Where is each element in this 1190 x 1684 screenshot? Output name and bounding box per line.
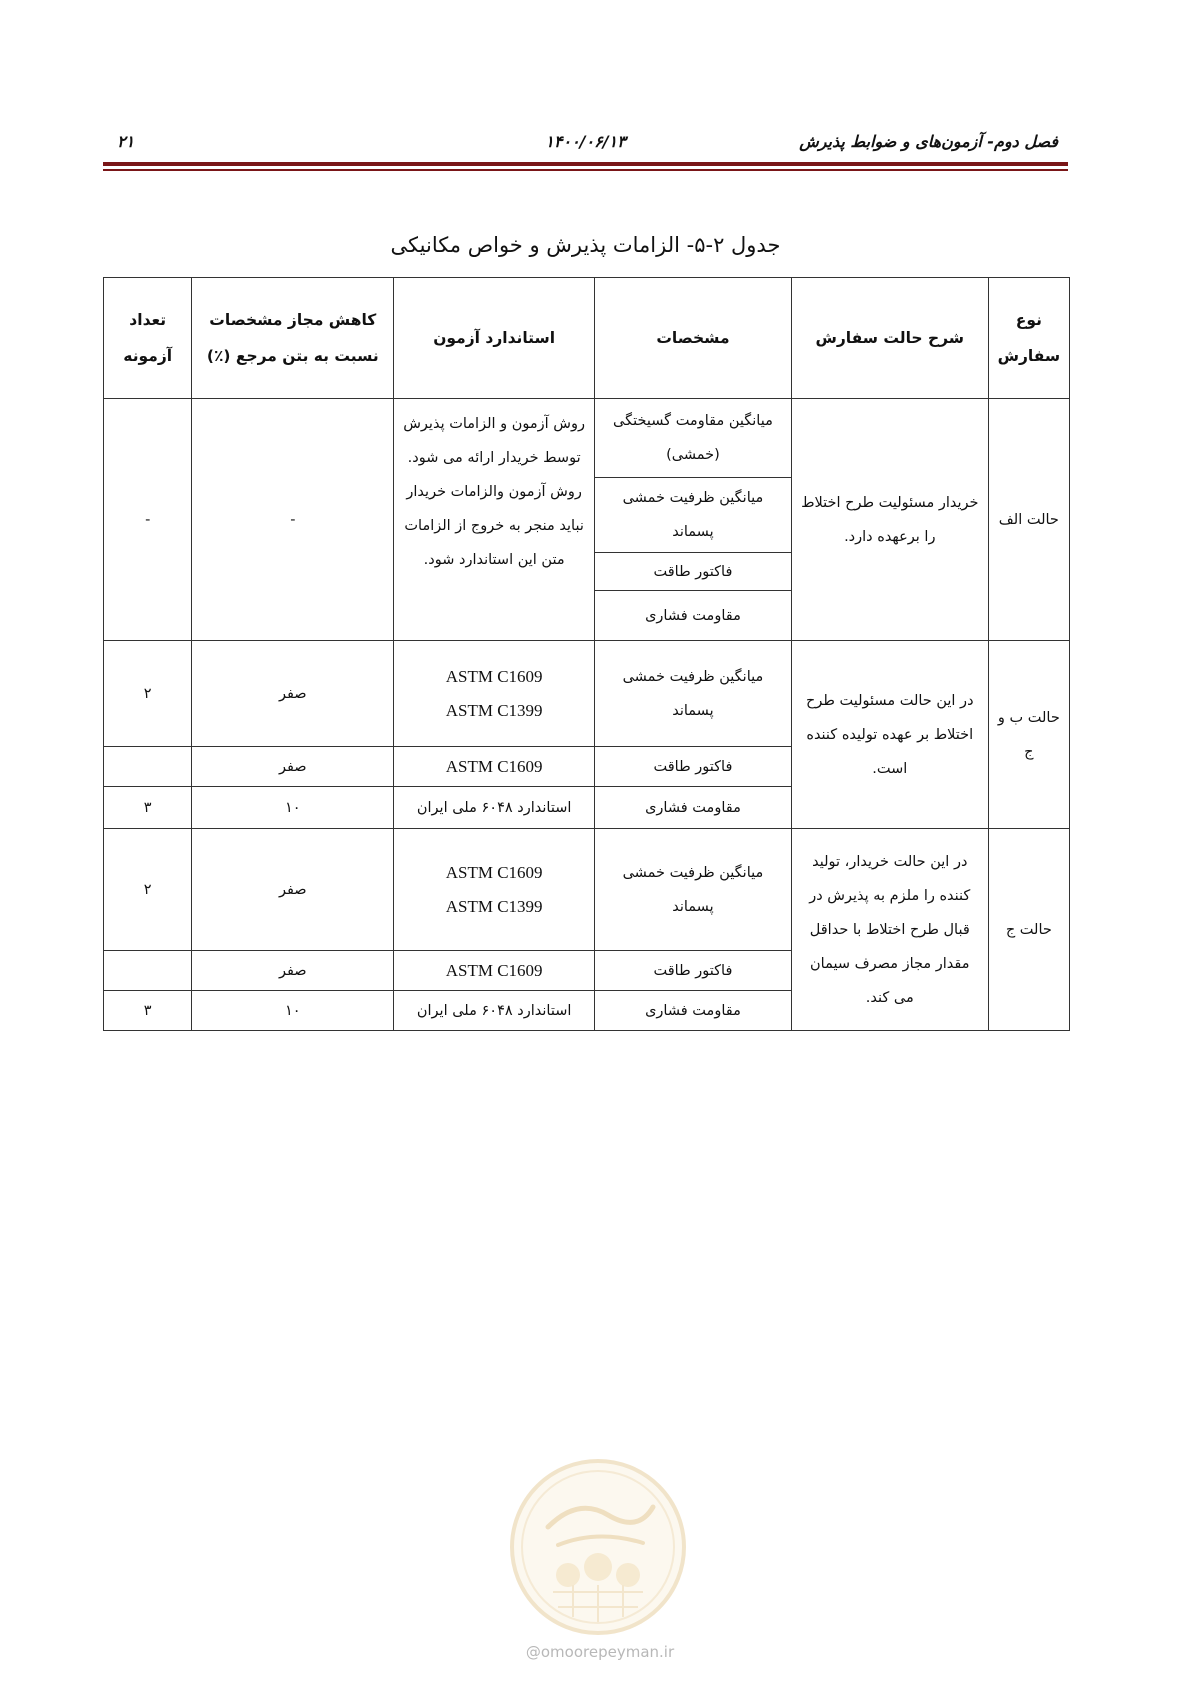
samples-cell: ۳	[104, 991, 192, 1031]
standard-line: ASTM C1609	[445, 862, 543, 882]
spec-cell: فاکتور طاقت	[595, 747, 792, 787]
standard-cell	[394, 641, 595, 747]
page-number: ۲۱	[117, 132, 135, 151]
standard-cell: استاندارد ۶۰۴۸ ملی ایران	[394, 991, 595, 1031]
standard-line: ASTM C1399	[445, 896, 543, 916]
samples-cell: ۲	[104, 641, 192, 747]
spec-cell: میانگین مقاومت گسیختگی (خمشی)	[595, 399, 792, 478]
table-row	[104, 829, 1070, 951]
spec-cell: فاکتور طاقت	[595, 553, 792, 591]
samples-cell: -	[104, 399, 192, 641]
spec-cell: فاکتور طاقت	[595, 951, 792, 991]
watermark-logo	[508, 1457, 688, 1637]
standard-cell: روش آزمون و الزامات پذیرش توسط خریدار ارائه می شود. روش آزمون والزامات خریدار نباید منجر به خروج از الزامات متن این استاندارد شود.	[394, 399, 595, 641]
reduction-cell: صفر	[192, 951, 394, 991]
order-type-cell: حالت الف	[988, 399, 1069, 641]
samples-cell: ۳	[104, 787, 192, 829]
header-samples: تعداد آزمونه	[104, 278, 192, 399]
standard-cell: ASTM C1609	[394, 951, 595, 991]
header-order-desc: شرح حالت سفارش	[791, 278, 988, 399]
standard-line: ASTM C1609	[445, 666, 543, 686]
chapter-title: فصل دوم- آزمون‌های و ضوابط پذیرش	[799, 132, 1058, 151]
spec-cell: میانگین ظرفیت خمشی پسماند	[595, 829, 792, 951]
spec-cell: مقاومت فشاری	[595, 591, 792, 641]
order-desc-cell: در این حالت مسئولیت طرح اختلاط بر عهده تولیده کننده است.	[791, 641, 988, 829]
watermark-url: @omoorepeyman.ir	[525, 1643, 675, 1661]
standard-cell: استاندارد ۶۰۴۸ ملی ایران	[394, 787, 595, 829]
spec-cell: میانگین ظرفیت خمشی پسماند	[595, 641, 792, 747]
reduction-cell: -	[192, 399, 394, 641]
standard-cell	[394, 829, 595, 951]
reduction-cell: ۱۰	[192, 991, 394, 1031]
table-row	[104, 641, 1070, 747]
header-specs: مشخصات	[595, 278, 792, 399]
standard-line: ASTM C1399	[445, 700, 543, 720]
order-desc-cell: در این حالت خریدار، تولید کننده را ملزم به پذیرش در قبال طرح اختلاط با حداقل مقدار مجاز مصرف سیمان می کند.	[791, 829, 988, 1031]
reduction-cell: صفر	[192, 747, 394, 787]
order-desc-cell: خریدار مسئولیت طرح اختلاط را برعهده دارد.	[791, 399, 988, 641]
seal-icon	[508, 1457, 688, 1637]
samples-cell	[104, 747, 192, 787]
header-standard: استاندارد آزمون	[394, 278, 595, 399]
spec-cell: مقاومت فشاری	[595, 991, 792, 1031]
table-header-row	[104, 278, 1070, 399]
table-row	[104, 399, 1070, 478]
order-type-cell: حالت ج	[988, 829, 1069, 1031]
order-type-cell: حالت ب و ج	[988, 641, 1069, 829]
samples-cell: ۲	[104, 829, 192, 951]
acceptance-table	[103, 277, 1070, 1031]
header-rule-thin	[103, 169, 1068, 171]
reduction-cell: ۱۰	[192, 787, 394, 829]
reduction-cell: صفر	[192, 641, 394, 747]
header-date: ۱۴۰۰/۰۶/۱۳	[545, 132, 626, 151]
table-caption: جدول ۲-۵- الزامات پذیرش و خواص مکانیکی	[390, 233, 781, 257]
header-rule-thick	[103, 162, 1068, 166]
spec-cell: مقاومت فشاری	[595, 787, 792, 829]
reduction-cell: صفر	[192, 829, 394, 951]
header-reduction: کاهش مجاز مشخصات نسبت به بتن مرجع (٪)	[192, 278, 394, 399]
page-header	[103, 128, 1068, 158]
header-order-type: نوع سفارش	[988, 278, 1069, 399]
spec-cell: میانگین ظرفیت خمشی پسماند	[595, 478, 792, 553]
samples-cell	[104, 951, 192, 991]
standard-cell: ASTM C1609	[394, 747, 595, 787]
